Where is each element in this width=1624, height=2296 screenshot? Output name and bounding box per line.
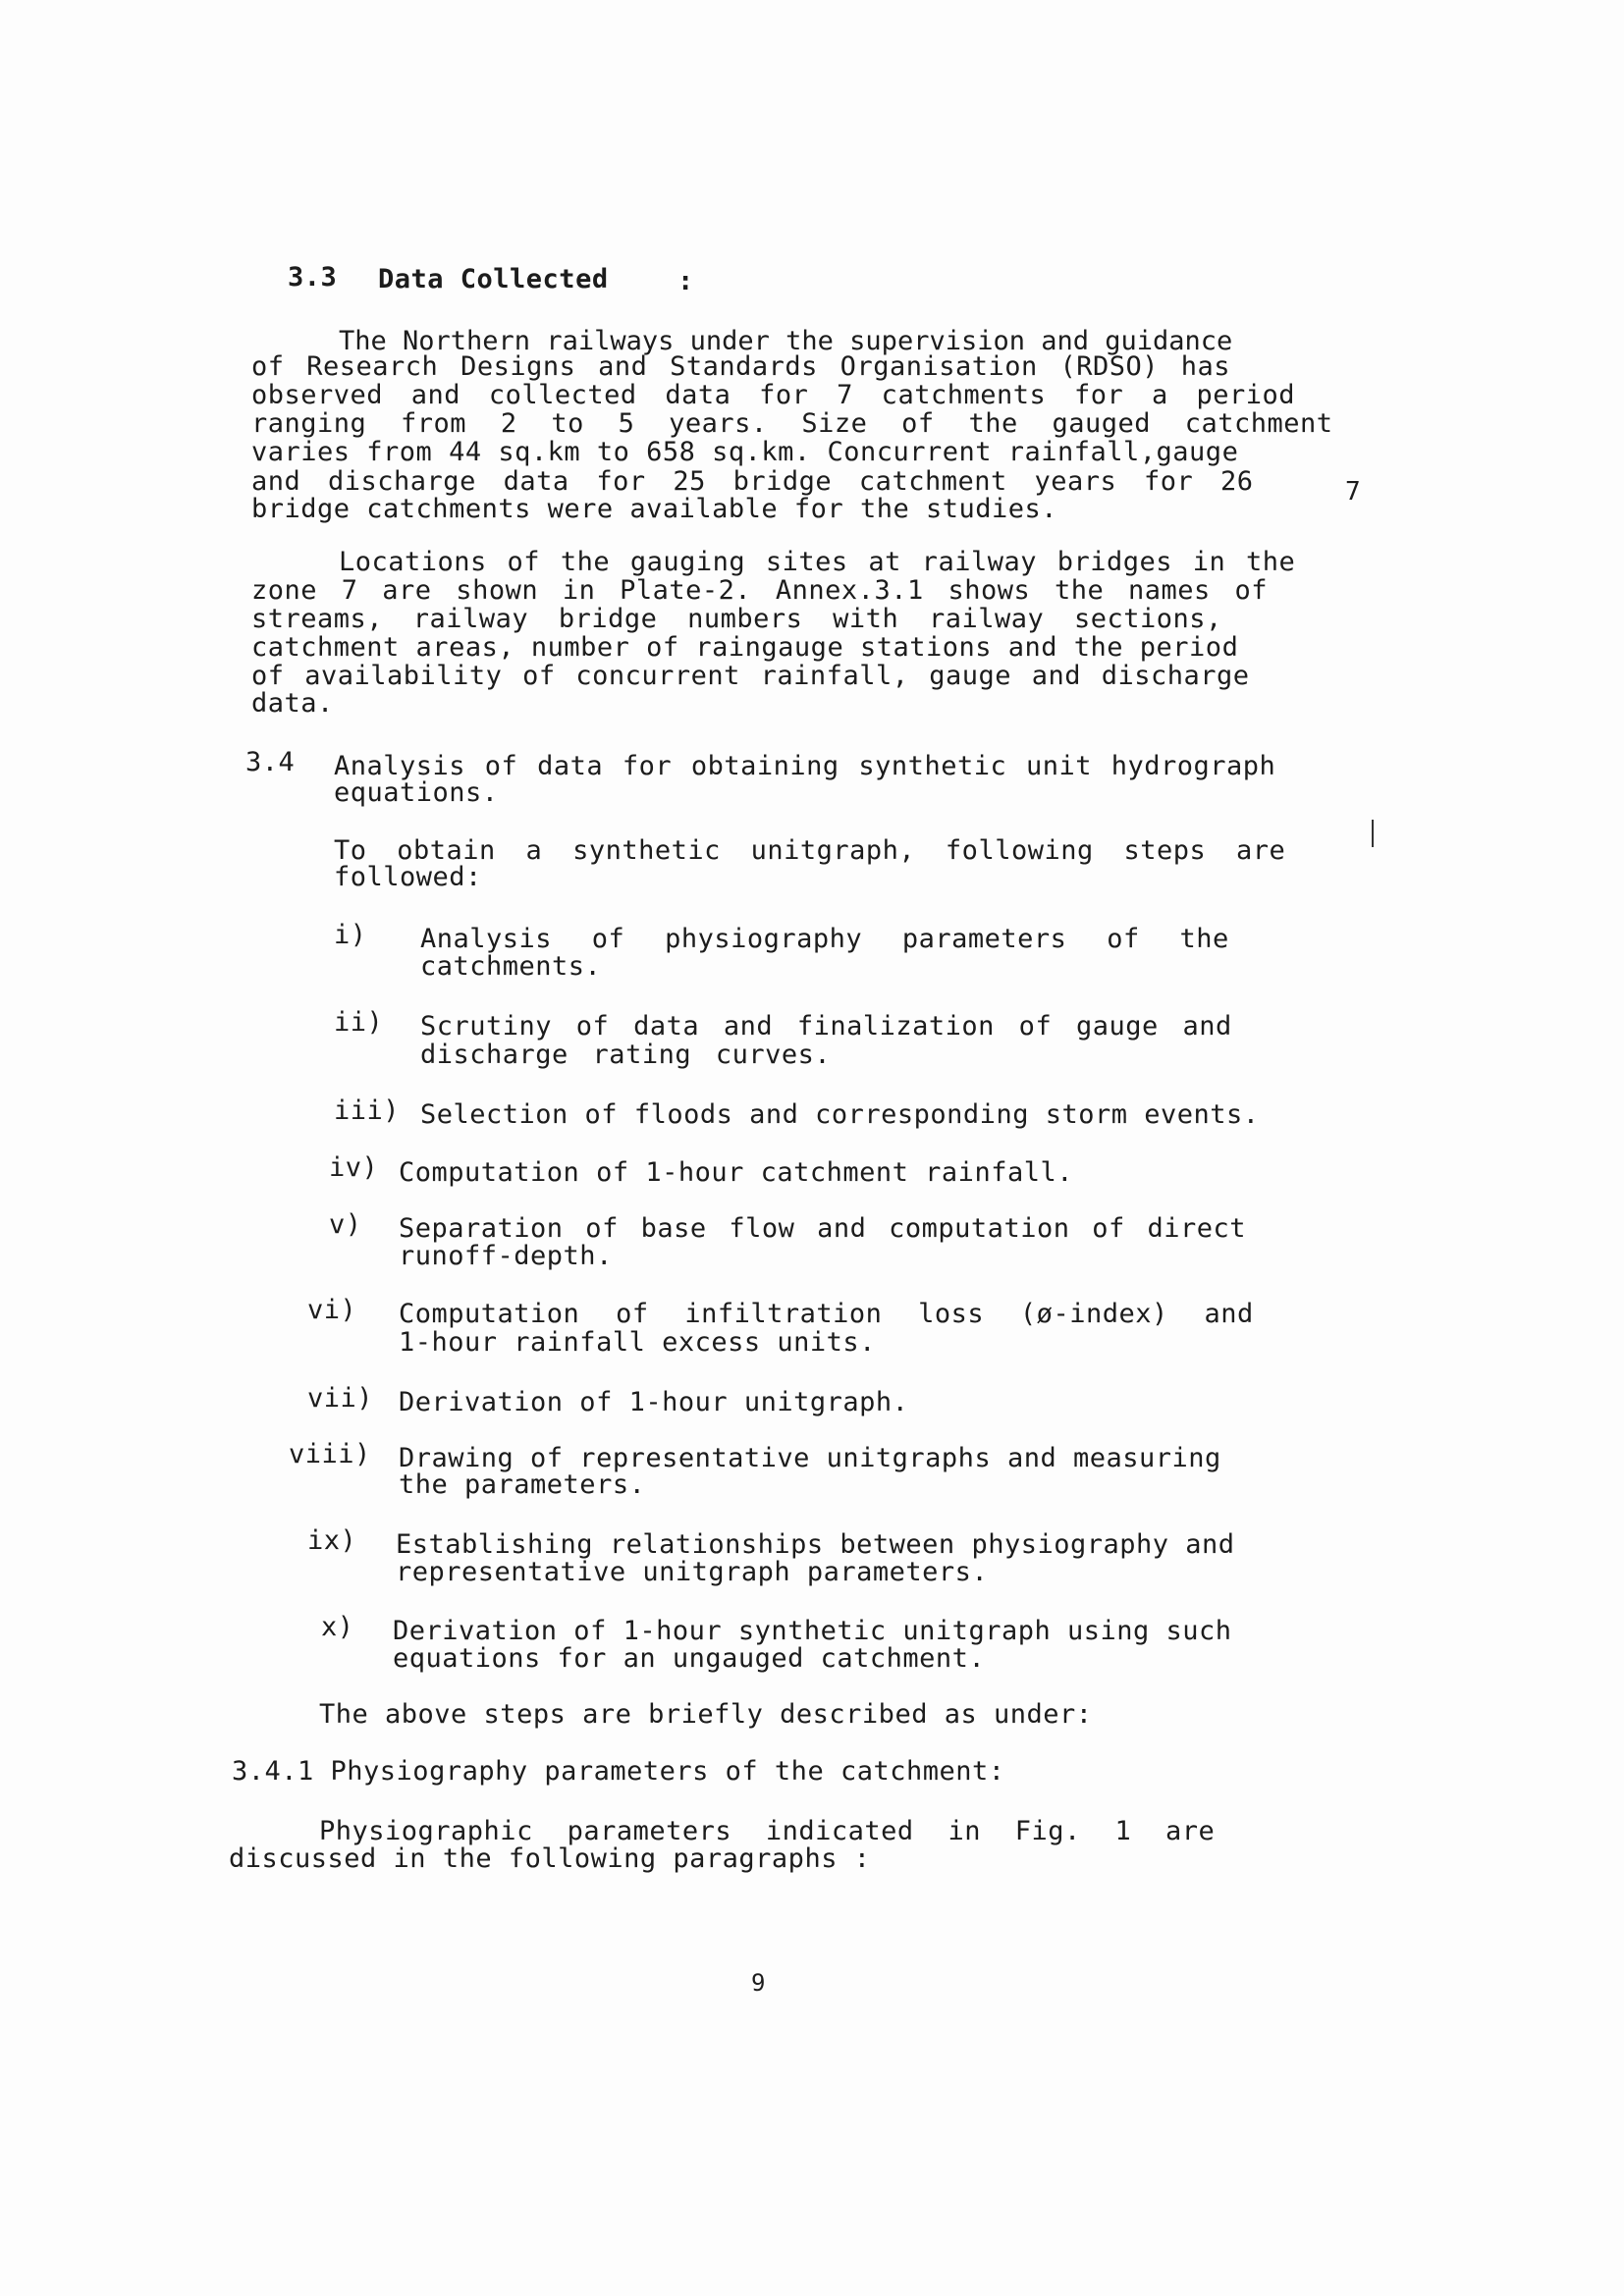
step-text: Computation of 1-hour catchment rainfall. (399, 1157, 1073, 1188)
step-label: vii) (307, 1383, 374, 1414)
section-heading-3-4-1: 3.4.1 Physiography parameters of the catchment: (232, 1756, 1005, 1787)
paragraph-line: varies from 44 sq.km to 658 sq.km. Concurrent rainfall,gauge (251, 437, 1239, 467)
paragraph-line: Physiographic parameters indicated in Fig. 1 are (319, 1816, 1216, 1846)
step-label: i) (334, 920, 367, 950)
paragraph-line: of availability of concurrent rainfall, gauge and discharge (251, 661, 1250, 691)
section-title-3-3: Data Collected (378, 264, 609, 294)
step-label: viii) (289, 1439, 371, 1469)
paragraph-line: ranging from 2 to 5 years. Size of the gauged catchment (251, 408, 1333, 439)
step-label: x) (321, 1612, 354, 1642)
paragraph-line: bridge catchments were available for the studies. (251, 494, 1058, 524)
paragraph-line: of Research Designs and Standards Organisation (RDSO) has (251, 351, 1231, 382)
margin-bar (1372, 820, 1374, 847)
paragraph-line: and discharge data for 25 bridge catchment years for 26 (251, 466, 1254, 497)
paragraph-line: streams, railway bridge numbers with railway sections, (251, 604, 1222, 634)
step-text-continued: runoff-depth. (399, 1241, 613, 1271)
paragraph-line: data. (251, 688, 334, 719)
step-text: Derivation of 1-hour synthetic unitgraph using such (393, 1616, 1232, 1646)
steps-closing: The above steps are briefly described as under: (319, 1699, 1093, 1730)
paragraph-line: discussed in the following paragraphs : (229, 1843, 871, 1874)
step-label: ix) (307, 1525, 357, 1556)
paragraph-line: Locations of the gauging sites at railway bridges in the (339, 547, 1296, 577)
paragraph-line: zone 7 are shown in Plate-2. Annex.3.1 shows the names of (251, 575, 1269, 606)
step-label: iii) (334, 1095, 401, 1126)
step-label: vi) (307, 1295, 357, 1325)
paragraph-text: The Northern railways under the supervision and guidance (339, 326, 1233, 356)
step-label: iv) (329, 1152, 379, 1183)
step-text: Computation of infiltration loss (ø-index) and (399, 1299, 1254, 1329)
step-text-continued: discharge rating curves. (420, 1040, 832, 1070)
step-text: Selection of floods and corresponding storm events. (420, 1099, 1260, 1130)
page-number: 9 (751, 1969, 766, 1997)
section-title-3-4-continued: equations. (334, 777, 499, 808)
step-text-continued: equations for an ungauged catchment. (393, 1643, 986, 1674)
paragraph-line: observed and collected data for 7 catchments for a period (251, 380, 1296, 410)
step-label: v) (329, 1209, 362, 1240)
step-text: Establishing relationships between physiography and (396, 1529, 1235, 1560)
step-text: Drawing of representative unitgraphs and measuring (399, 1443, 1221, 1473)
section-number-3-4: 3.4 (245, 747, 296, 777)
step-text-continued: 1-hour rainfall excess units. (399, 1327, 876, 1358)
step-text-continued: catchments. (420, 951, 602, 982)
margin-annotation: 7 (1345, 477, 1361, 507)
step-text: Analysis of physiography parameters of the (420, 924, 1229, 954)
steps-intro-continued: followed: (334, 862, 482, 892)
step-label: ii) (334, 1007, 384, 1038)
step-text: Derivation of 1-hour unitgraph. (399, 1387, 909, 1417)
step-text-continued: the parameters. (399, 1469, 646, 1500)
section-number-3-3: 3.3 (288, 262, 338, 293)
section-title-colon: : (677, 266, 694, 296)
steps-intro: To obtain a synthetic unitgraph, following steps are (334, 835, 1286, 866)
section-title-3-4: Analysis of data for obtaining synthetic unit hydrograph (334, 751, 1276, 781)
step-text: Scrutiny of data and finalization of gauge and (420, 1011, 1232, 1041)
paragraph-line: catchment areas, number of raingauge stations and the period (251, 632, 1239, 663)
step-text: Separation of base flow and computation of direct (399, 1213, 1247, 1244)
step-text-continued: representative unitgraph parameters. (396, 1557, 989, 1587)
